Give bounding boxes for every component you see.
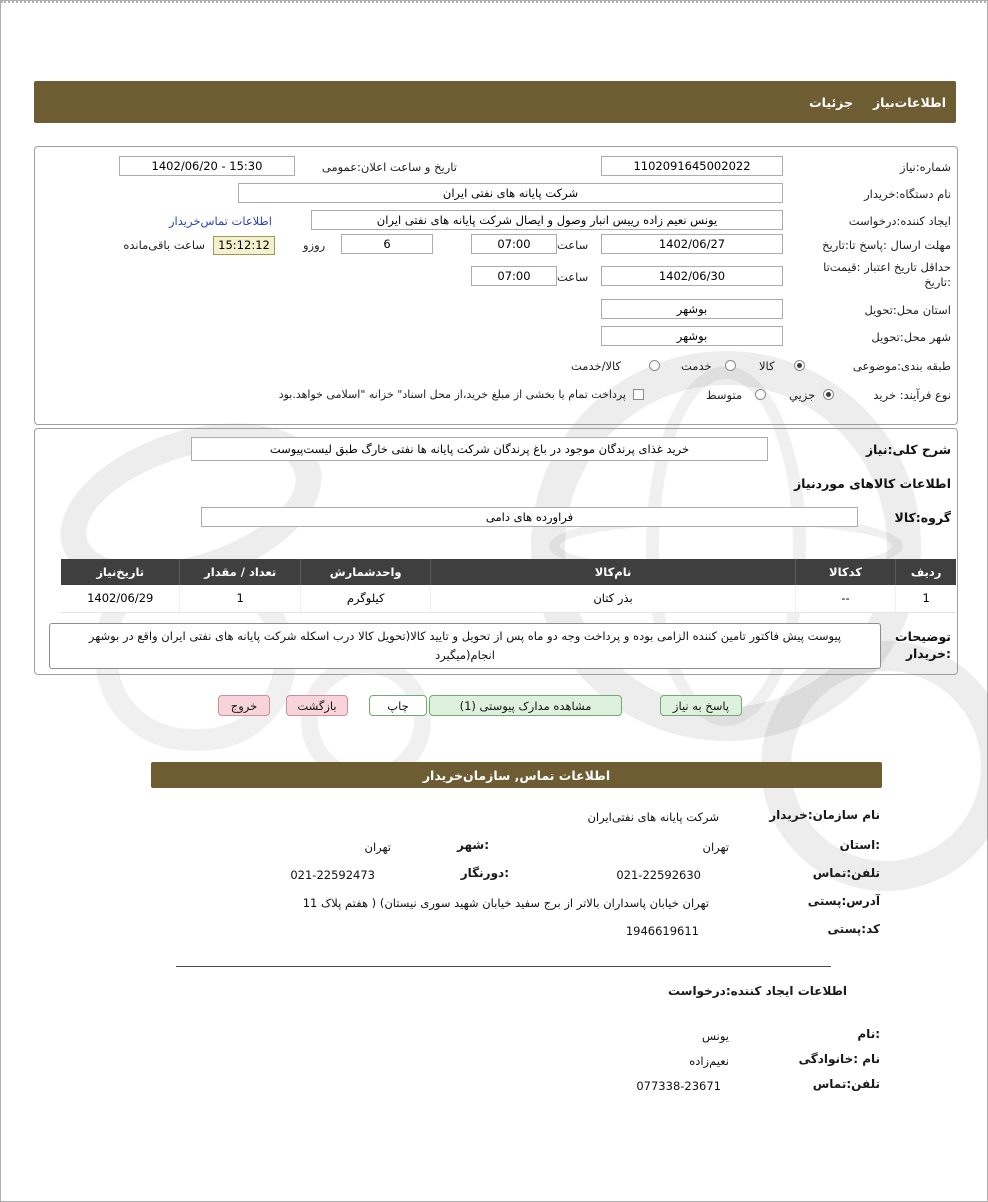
exit-button[interactable]: خروج xyxy=(218,695,270,716)
buyer-org-label: نام دستگاه:خریدار xyxy=(864,187,951,201)
announce-datetime-field[interactable]: 1402/06/20 - 15:30 xyxy=(119,156,295,176)
creator-phone-label: تلفن:تماس xyxy=(812,1077,880,1091)
creator-first-name-value: یونس xyxy=(701,1029,729,1043)
request-creator-label: ایجاد کننده:درخواست xyxy=(848,214,951,228)
col-header-item-code: کدکالا xyxy=(795,559,896,585)
delivery-province-field[interactable]: بوشهر xyxy=(601,299,783,319)
items-table-header xyxy=(61,559,956,585)
back-button[interactable]: بازگشت xyxy=(286,695,348,716)
creator-info-heading: اطلاعات ایجاد کننده:درخواست xyxy=(667,984,847,998)
request-creator-field[interactable]: یونس نعیم زاده رییس انبار وصول و ایصال شرکت پایانه های نفتی ایران xyxy=(311,210,783,230)
col-header-row-number: ردیف xyxy=(895,559,956,585)
delivery-province-label: استان محل:تحویل xyxy=(864,303,951,317)
cell-row-number: 1 xyxy=(895,585,956,612)
contact-city-label: :شهر xyxy=(457,838,489,852)
org-name-label: نام سازمان:خریدار xyxy=(769,808,880,822)
price-validity-label-line1: حداقل تاریخ اعتبار :قیمت‌تا xyxy=(823,260,951,274)
col-header-need-date: تاریخ‌نیاز xyxy=(96,565,145,579)
treasury-checkbox[interactable] xyxy=(633,389,644,400)
radio-goods-service-label: کالا/خدمت xyxy=(571,359,622,373)
countdown-timer: 15:12:12 xyxy=(213,236,275,255)
buyer-org-field[interactable]: شرکت پایانه های نفتی ایران xyxy=(238,183,783,203)
contact-phone-label: تلفن:تماس xyxy=(812,866,880,880)
view-attachments-button[interactable]: مشاهده مدارک پیوستی (1) xyxy=(429,695,622,716)
classification-label: طبقه بندی:موضوعی xyxy=(852,359,951,373)
goods-info-heading: اطلاعات کالاهای موردنیاز xyxy=(793,476,951,491)
radio-service-label: خدمت xyxy=(681,359,712,373)
contact-fax-value: 021-22592473 xyxy=(290,868,375,882)
validity-time-field[interactable]: 07:00 xyxy=(471,266,557,286)
cell-item-name: بذر کتان xyxy=(430,585,794,612)
radio-partial[interactable] xyxy=(823,389,834,400)
process-type-label: نوع فرآیند: خرید xyxy=(873,388,951,402)
buyer-contact-bar: اطلاعات تماس, سازمان‌خریدار xyxy=(151,762,882,788)
postal-code-value: 1946619611 xyxy=(625,924,699,938)
col-header-quantity: تعداد / مقدار xyxy=(179,559,299,585)
creator-phone-value: 077338-23671 xyxy=(636,1079,721,1093)
radio-goods[interactable] xyxy=(794,360,805,371)
contact-province-value: تهران xyxy=(702,840,729,854)
deadline-label: مهلت ارسال :پاسخ تا:تاریخ xyxy=(822,238,951,252)
table-row xyxy=(61,585,956,613)
deadline-date-field[interactable]: 1402/06/27 xyxy=(601,234,783,254)
top-dotted-separator xyxy=(1,1,988,3)
postal-code-label: کد:پستی xyxy=(827,922,880,936)
contact-fax-label: :دورنگار xyxy=(460,866,509,880)
respond-button[interactable]: پاسخ به نیاز xyxy=(660,695,742,716)
validity-date-field[interactable]: 1402/06/30 xyxy=(601,266,783,286)
buyer-notes-label-line2: :خریدار xyxy=(905,646,951,661)
contact-phone-value: 021-22592630 xyxy=(616,868,701,882)
col-header-item-name: نام‌کالا xyxy=(430,559,794,585)
cell-item-code: -- xyxy=(795,585,896,612)
radio-service[interactable] xyxy=(725,360,736,371)
need-number-field[interactable]: 1102091645002022 xyxy=(601,156,783,176)
radio-partial-label: جزیي xyxy=(789,388,816,402)
contact-city-value: تهران xyxy=(364,840,391,854)
print-button[interactable]: چاپ xyxy=(369,695,427,716)
radio-goods-label: کالا xyxy=(759,359,775,373)
price-validity-label-line2: :تاریخ xyxy=(924,275,951,289)
creator-last-name-value: نعیم‌زاده xyxy=(689,1054,729,1068)
delivery-city-label: شهر محل:تحویل xyxy=(871,330,951,344)
hours-remaining-label: ساعت باقی‌مانده xyxy=(123,238,205,252)
cell-unit: کیلوگرم xyxy=(300,585,430,612)
contact-address-label: آدرس:پستی xyxy=(807,894,880,908)
header-tab-bar xyxy=(34,81,956,123)
radio-medium[interactable] xyxy=(755,389,766,400)
items-table xyxy=(61,559,956,613)
col-header-unit: واحدشمارش xyxy=(300,559,430,585)
creator-first-name-label: :نام xyxy=(857,1027,880,1041)
announce-datetime-label: تاریخ و ساعت اعلان:عمومی xyxy=(321,160,457,174)
buyer-contact-link[interactable]: اطلاعات تماس‌خریدار xyxy=(169,214,272,228)
creator-last-name-label: نام :خانوادگی xyxy=(798,1052,880,1066)
radio-goods-service[interactable] xyxy=(649,360,660,371)
need-description-label: شرح کلی:نیاز xyxy=(865,442,951,457)
goods-group-label: گروه:کالا xyxy=(894,510,951,525)
deadline-hour-label: ساعت xyxy=(557,238,589,252)
days-label: روزو xyxy=(303,238,326,252)
goods-group-field[interactable]: فراورده های دامی xyxy=(201,507,858,527)
need-number-label: شماره:نیاز xyxy=(900,160,951,174)
deadline-time-field[interactable]: 07:00 xyxy=(471,234,557,254)
tab-details[interactable]: جزئیات xyxy=(809,94,853,110)
buyer-notes-box: پیوست پیش فاکتور تامین کننده الزامی بوده و پرداخت وجه دو ماه پس از تحویل و تایید کالا(تحویل کالا درب اسکله شرکت پایانه های نفتی ایران واقع در بوشهر انجام(میگیرد xyxy=(49,623,881,669)
cell-quantity: 1 xyxy=(179,585,299,612)
org-name-value: شرکت پایانه های نفتی‌ایران xyxy=(587,810,719,824)
days-remaining-field[interactable]: 6 xyxy=(341,234,433,254)
delivery-city-field[interactable]: بوشهر xyxy=(601,326,783,346)
buyer-notes-label-line1: توضیحات xyxy=(895,629,951,644)
cell-need-date: 1402/06/29 xyxy=(87,591,154,605)
validity-hour-label: ساعت xyxy=(557,270,589,284)
contact-province-label: :استان xyxy=(839,838,880,852)
treasury-checkbox-label: پرداخت تمام یا بخشی از مبلغ خرید،از محل اسناد" خزانه "اسلامی خواهد.بود xyxy=(278,388,626,401)
tab-need-info[interactable]: اطلاعات‌نیاز xyxy=(872,94,946,110)
contact-address-value: تهران خیابان پاسداران بالاتر از برج سفید خیابان شهید سوری نیستان) ( هفتم پلاک 11 xyxy=(302,896,709,910)
section-divider xyxy=(176,966,831,967)
radio-medium-label: متوسط xyxy=(706,388,743,402)
need-description-field[interactable]: خرید غذای پرندگان موجود در باغ پرندگان شرکت پایانه ها نفتی خارگ طبق لیست‌پیوست xyxy=(191,437,768,461)
